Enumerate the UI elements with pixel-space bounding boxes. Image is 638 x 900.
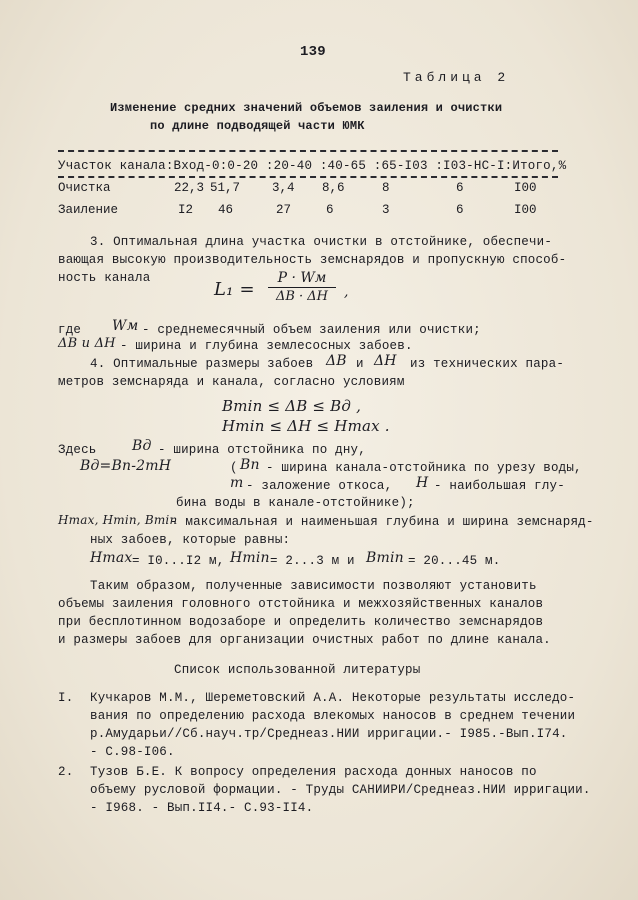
table-label: Таблица 2 <box>403 70 510 85</box>
here-line-1: - ширина отстойника по дну, <box>158 443 366 457</box>
ref-1-number: I. <box>58 691 74 705</box>
formula-numerator: P · Wм <box>277 270 327 286</box>
here-sym-bd: Bд <box>132 438 152 454</box>
value-sym-bmin: Bmin <box>366 550 404 566</box>
table-header-rule <box>58 176 558 178</box>
ref-1-line-1: Кучкаров М.М., Шереметовский А.А. Некоторые результаты исследо- <box>90 691 576 705</box>
para4-line-1a: 4. Оптимальные размеры забоев <box>90 357 314 371</box>
para3-line-3: ность канала <box>58 271 151 285</box>
here-line-5: - максимальная и наименьшая глубина и ширина земснаряд- <box>170 515 594 529</box>
page-number: 139 <box>300 44 326 60</box>
where-line-2: - ширина и глубина землесосных забоев. <box>120 339 413 353</box>
ref-2-line-1: Тузов Б.Е. К вопросу определения расхода донных наносов по <box>90 765 537 779</box>
where-symbol-w: Wм <box>112 318 139 334</box>
para3-line-2: вающая высокую производительность земснарядов и пропускную способ- <box>58 253 567 267</box>
table-cell: I2 <box>178 203 194 217</box>
table-cell: 6 <box>456 203 464 217</box>
para4-line-1c: из технических пара- <box>410 357 565 371</box>
table-row <box>58 180 578 196</box>
here-sym-h: H <box>416 475 429 491</box>
formula-fraction <box>268 270 336 304</box>
table-cell: 6 <box>326 203 334 217</box>
here-sym-m: m <box>230 475 244 491</box>
conclusion-line-3: при бесплотинном водозаборе и определить количество земснарядов <box>58 615 544 629</box>
table-cell: 8,6 <box>322 181 345 195</box>
table-title-line-2: по длине подводящей части ЮМК <box>150 119 365 133</box>
table-title-line-1: Изменение средних значений объемов заиления и очистки <box>110 101 503 115</box>
table-cell: 8 <box>382 181 390 195</box>
formula-denominator: ΔB · ΔH <box>275 289 329 304</box>
condition-1: Bmin ≤ ΔB ≤ Bд , <box>222 397 362 415</box>
table-row <box>58 202 578 218</box>
here-sym-limits: Hmax, Hmin, Bmin <box>58 513 178 527</box>
row-label: Заиление <box>58 203 119 217</box>
value-hmax: = I0...I2 м, <box>132 554 225 568</box>
para4-sym-db: ΔB <box>326 353 347 369</box>
conclusion-line-2: объемы заиления головного отстойника и межхозяйственных каналов <box>58 597 544 611</box>
table-top-rule <box>58 150 558 152</box>
formula-lhs: L₁ = <box>214 279 255 300</box>
value-hmin: = 2...3 м и <box>270 554 355 568</box>
table-cell: 3 <box>382 203 390 217</box>
para4-line-2: метров земснаряда и канала, согласно условиям <box>58 375 405 389</box>
references-heading: Список использованной литературы <box>174 663 421 677</box>
here-sym-bd-formula: Bд=Bп-2mH <box>80 458 172 474</box>
ref-2-number: 2. <box>58 765 74 779</box>
table-cell: 6 <box>456 181 464 195</box>
ref-2-line-2: объему русловой формации. - Труды САНИИРИ/Среднеаз.НИИ ирригации. <box>90 783 591 797</box>
conclusion-line-4: и размеры забоев для организации очистных работ по длине канала. <box>58 633 551 647</box>
ref-2-line-3: - I968. - Вып.II4.- С.93-II4. <box>90 801 314 815</box>
table-cell: 27 <box>276 203 292 217</box>
value-sym-hmin: Hmin <box>230 550 270 566</box>
conclusion-line-1: Таким образом, полученные зависимости позволяют установить <box>90 579 537 593</box>
table-cell: 51,7 <box>210 181 241 195</box>
ref-1-line-2: вания по определению расхода влекомых наносов в среднем течении <box>90 709 576 723</box>
value-sym-hmax: Hmax <box>90 550 133 566</box>
here-line-2: - ширина канала-отстойника по урезу воды, <box>266 461 582 475</box>
where-prefix: где <box>58 323 82 337</box>
table-header: Участок канала:Вход-0:0-20 :20-40 :40-65 :65-I03 :I03-НС-I:Итого,% <box>58 159 567 173</box>
here-open-paren: ( <box>230 461 238 475</box>
ref-1-line-3: р.Амударьи//Сб.науч.тр/Среднеаз.НИИ ирригации.- I985.-Вып.I74. <box>90 727 568 741</box>
here-prefix: Здесь <box>58 443 97 457</box>
ref-1-line-4: - С.98-I06. <box>90 745 175 759</box>
table-cell: 46 <box>218 203 234 217</box>
value-bmin: = 20...45 м. <box>408 554 501 568</box>
here-sym-bp: Bп <box>240 457 260 473</box>
formula-tail: , <box>344 284 349 300</box>
table-cell: 3,4 <box>272 181 295 195</box>
here-line-3a: - заложение откоса, <box>246 479 393 493</box>
here-line-3b: - наибольшая глу- <box>434 479 565 493</box>
condition-2: Hmin ≤ ΔH ≤ Hmax . <box>222 417 390 435</box>
where-symbols-db-dh: ΔB и ΔH <box>58 336 116 351</box>
here-line-4: бина воды в канале-отстойнике); <box>176 496 415 510</box>
para4-sym-dh: ΔH <box>374 353 397 369</box>
para4-and: и <box>356 357 364 371</box>
table-cell: I00 <box>514 181 537 195</box>
row-label: Очистка <box>58 181 111 195</box>
para3-line-1: 3. Оптимальная длина участка очистки в отстойнике, обеспечи- <box>90 235 553 249</box>
table-cell: I00 <box>514 203 537 217</box>
here-line-6: ных забоев, которые равны: <box>90 533 291 547</box>
where-line-1: - среднемесячный объем заиления или очистки; <box>142 323 481 337</box>
fraction-bar <box>268 287 336 288</box>
table-cell: 22,3 <box>174 181 205 195</box>
